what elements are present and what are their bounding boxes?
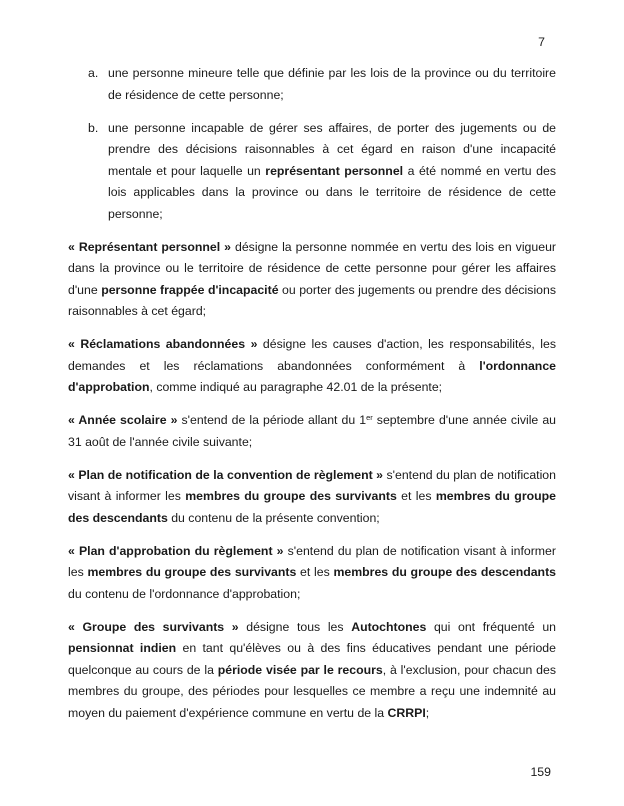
document-content bbox=[68, 63, 556, 736]
list-item-b bbox=[68, 118, 556, 226]
bold-text-run: « Représentant personnel » bbox=[68, 239, 232, 254]
text-run: a été nommé en vertu des lois applicables dans la province ou dans le territoire de résidence de cette personne; bbox=[108, 163, 556, 221]
bold-text-run: l'ordonnance d'approbation bbox=[68, 358, 556, 394]
text-run: désigne tous les bbox=[238, 619, 352, 634]
definition-paragraphs bbox=[68, 237, 556, 725]
text-run: , à l'exclusion, pour chacun des membres du groupe, des périodes pour lesquelles ce membre a reçu une indemnité au moyen du paiement d'expérience commune en vertu de la bbox=[68, 662, 556, 720]
bold-text-run: membres du groupe des survivants bbox=[87, 565, 297, 579]
text-run: et les bbox=[296, 565, 334, 579]
definition-paragraph bbox=[68, 541, 556, 606]
superscript-text-run: er bbox=[366, 412, 373, 422]
definition-paragraph bbox=[68, 237, 556, 323]
bold-text-run: membres du groupe des survivants bbox=[185, 489, 397, 503]
header-page-number: 7 bbox=[538, 35, 545, 49]
text-run: désigne les causes d'action, les responsabilités, les demandes et les réclamations abandonnées conformément à bbox=[68, 337, 556, 373]
text-run: du contenu de la présente convention; bbox=[167, 510, 380, 525]
definition-paragraph bbox=[68, 465, 556, 530]
list-item-text bbox=[108, 118, 556, 226]
text-run: une personne incapable de gérer ses affaires, de porter des jugements ou de prendre des décisions raisonnables à cet égard en raison d'une incapacité mentale et pour laquelle un bbox=[108, 120, 556, 178]
text-run: qui ont fréquenté un bbox=[426, 619, 556, 634]
bold-text-run: personne frappée d'incapacité bbox=[101, 282, 279, 297]
definition-list bbox=[68, 63, 556, 225]
text-run: s'entend de la période allant du 1 bbox=[177, 413, 367, 427]
bold-text-run: « Plan d'approbation du règlement » bbox=[68, 543, 284, 558]
text-run: une personne mineure telle que définie par les lois de la province ou du territoire de résidence de cette personne; bbox=[108, 66, 556, 102]
list-marker: a. bbox=[88, 66, 99, 80]
text-run: du contenu de l'ordonnance d'approbation; bbox=[68, 586, 301, 601]
definition-paragraph bbox=[68, 410, 556, 453]
bold-text-run: Autochtones bbox=[351, 619, 427, 634]
bold-text-run: représentant personnel bbox=[265, 163, 404, 178]
bold-text-run: « Groupe des survivants » bbox=[68, 619, 239, 634]
bold-text-run: « Réclamations abandonnées » bbox=[68, 337, 258, 351]
definition-paragraph bbox=[68, 334, 556, 399]
text-run: désigne la personne nommée en vertu des lois en vigueur dans la province ou le territoire de résidence de cette personne pour gérer les affaires d'une bbox=[68, 239, 557, 297]
list-marker: b. bbox=[88, 120, 99, 135]
text-run: s'entend du plan de notification visant à informer les bbox=[68, 543, 556, 579]
text-run: , comme indiqué au paragraphe 42.01 de la présente; bbox=[149, 380, 443, 394]
bold-text-run: CRRPI bbox=[387, 705, 426, 720]
bold-text-run: pensionnat indien bbox=[68, 641, 177, 655]
footer-page-number: 159 bbox=[530, 765, 551, 779]
bold-text-run: « Plan de notification de la convention de règlement » bbox=[68, 467, 384, 482]
bold-text-run: membres du groupe des descendants bbox=[68, 489, 556, 525]
bold-text-run: « Année scolaire » bbox=[68, 413, 178, 427]
list-item-a bbox=[68, 63, 556, 106]
text-run: s'entend du plan de notification visant à informer les bbox=[68, 467, 556, 503]
text-run: septembre d'une année civile au 31 août de l'année civile suivante; bbox=[68, 413, 556, 449]
bold-text-run: membres du groupe des descendants bbox=[333, 565, 556, 579]
bold-text-run: période visée par le recours bbox=[217, 662, 383, 677]
text-run: ou porter des jugements ou prendre des décisions raisonnables à cet égard; bbox=[68, 282, 556, 318]
text-run: et les bbox=[396, 489, 436, 503]
text-run: ; bbox=[425, 705, 430, 720]
text-run: en tant qu'élèves ou à des fins éducatives pendant une période quelconque au cours de la bbox=[68, 641, 556, 677]
definition-paragraph bbox=[68, 617, 556, 725]
list-item-text bbox=[108, 63, 556, 106]
